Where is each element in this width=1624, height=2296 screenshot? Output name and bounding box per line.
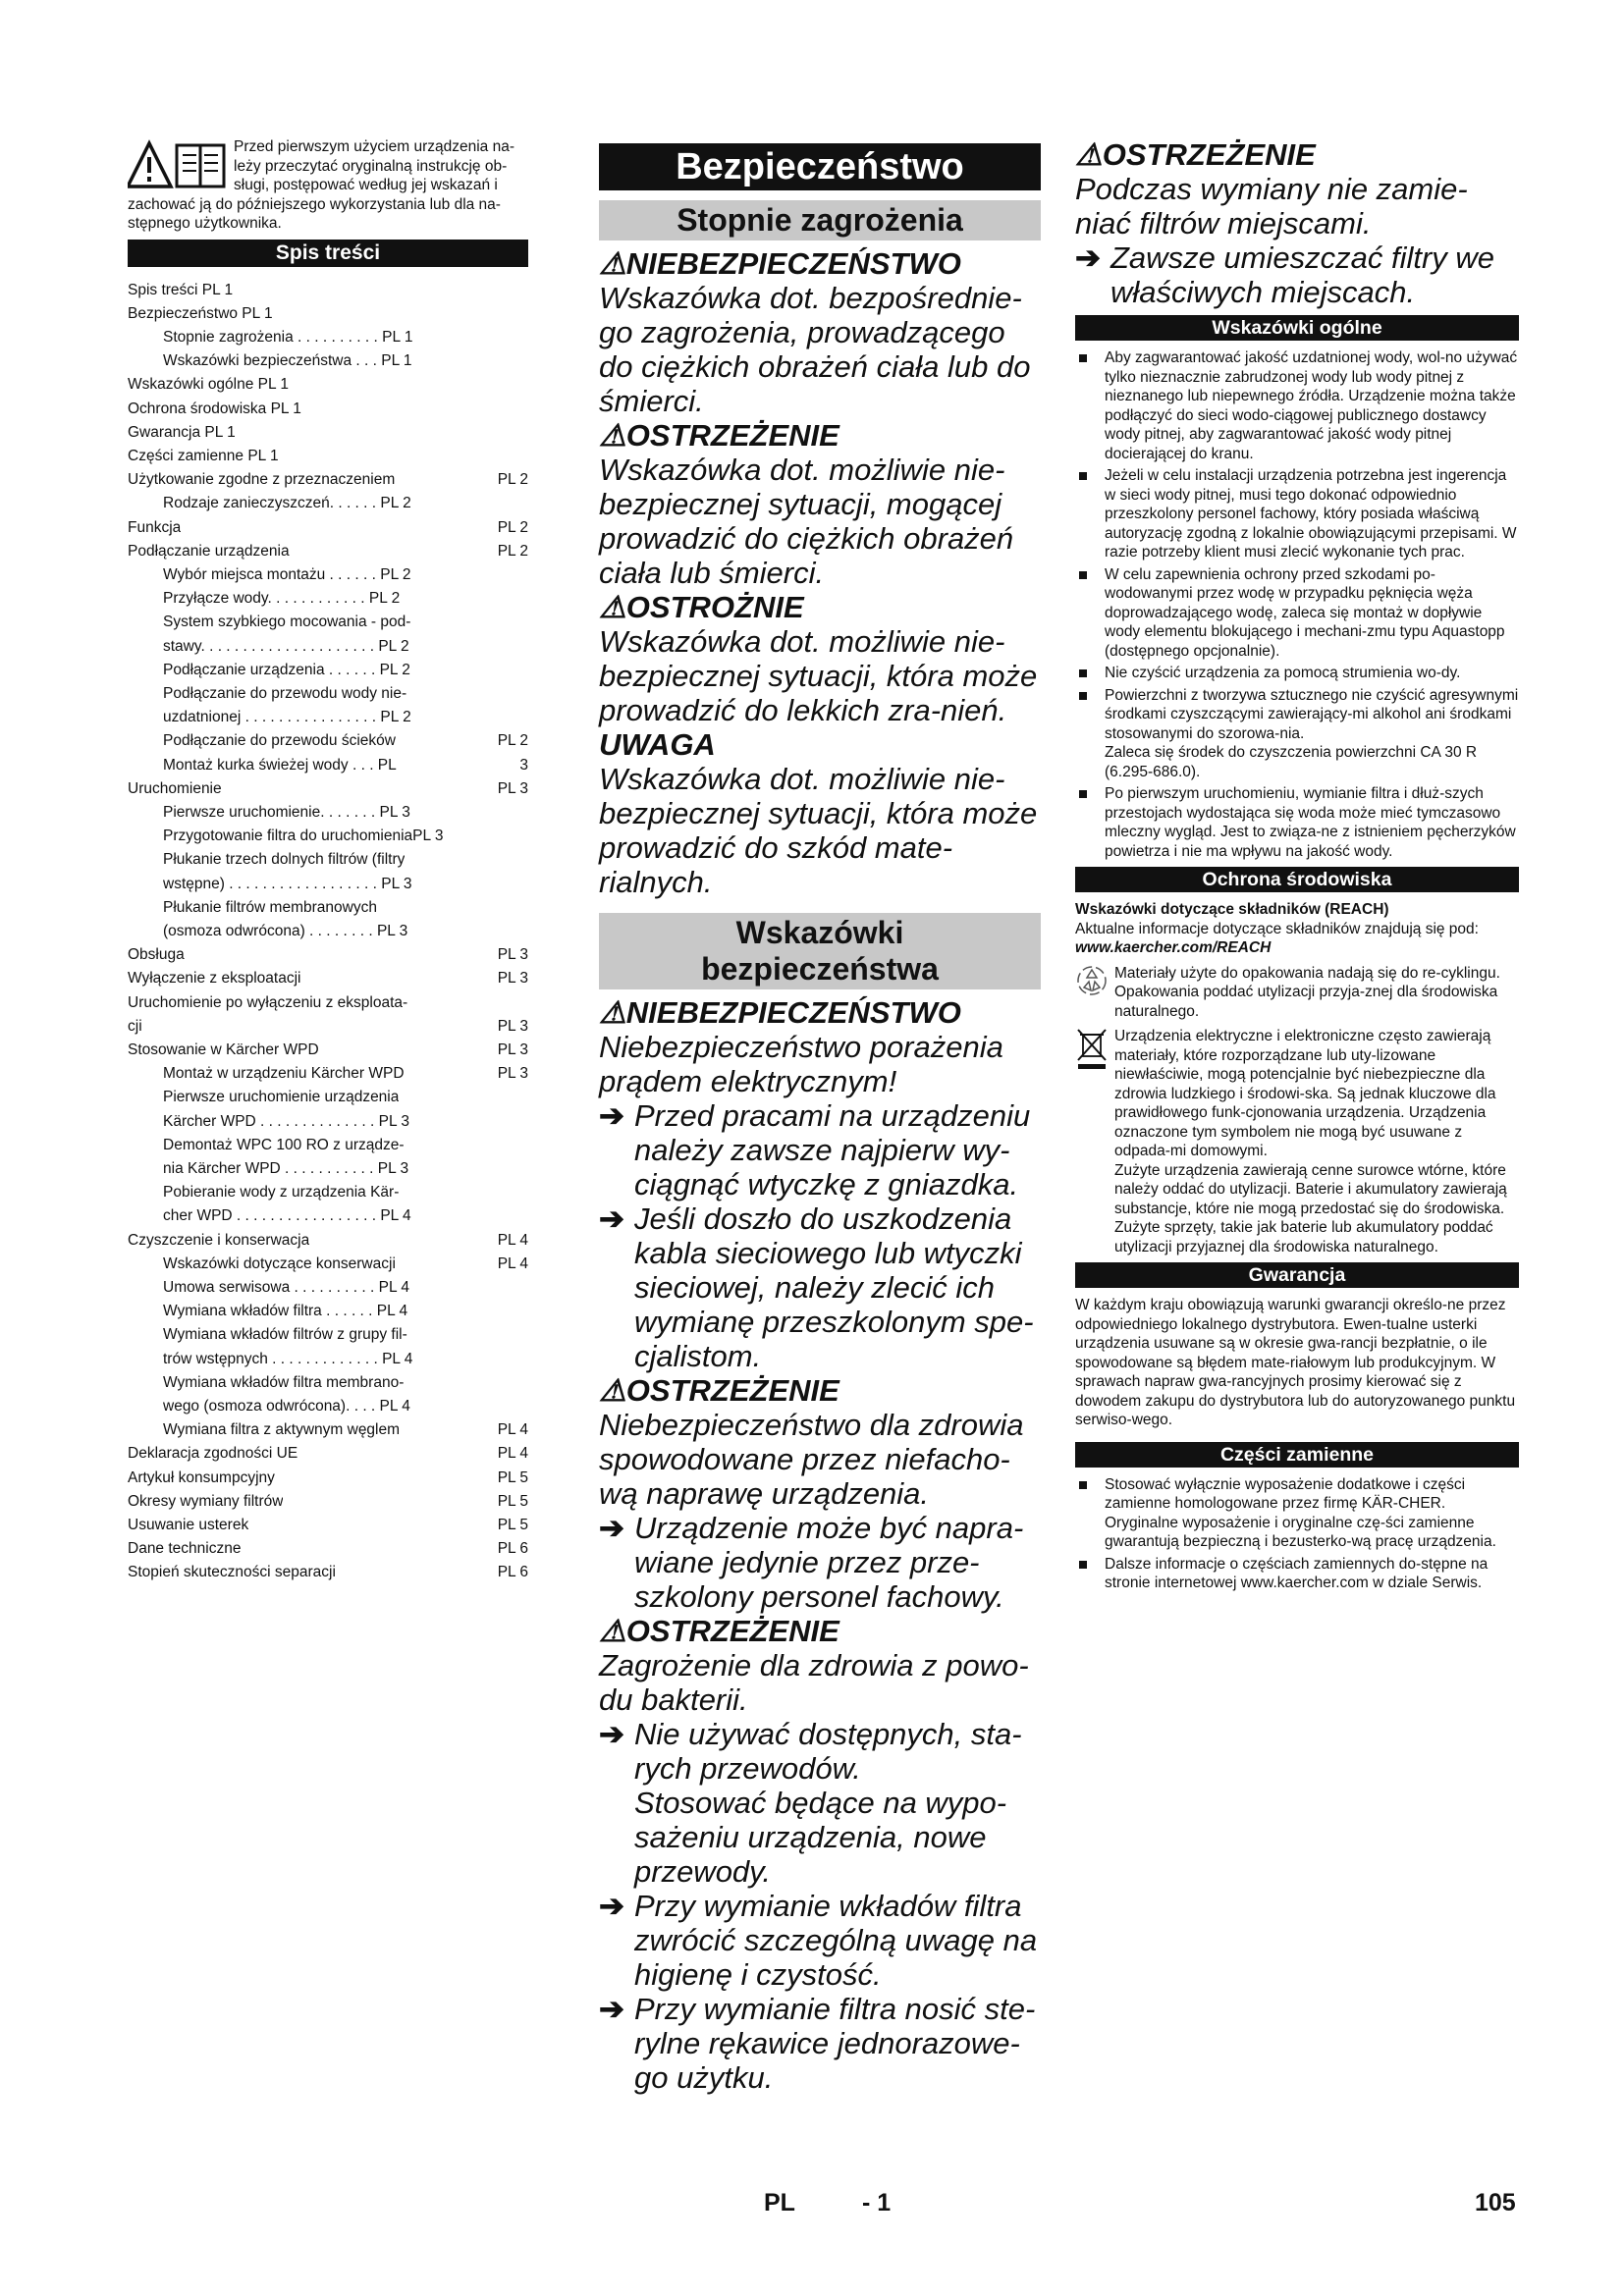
toc-entry-title: Usuwanie usterek: [128, 1517, 249, 1534]
toc-entry[interactable]: [128, 1086, 528, 1109]
notice-heading: UWAGA: [599, 727, 716, 762]
toc-entry[interactable]: [128, 825, 528, 848]
toc-entry-page: [522, 302, 528, 326]
toc-entry-title: Montaż kurka świeżej wody . . . PL: [163, 756, 397, 774]
instruction-item: ➔ Przy wymianie wkładów filtra zwrócić szczególną uwagę na higienę i czystość.: [599, 1889, 1038, 1992]
arrow-icon: ➔: [599, 1511, 624, 1545]
danger-heading: ⚠NIEBEZPIECZEŃSTWO: [599, 246, 961, 281]
toc-entry-title: Uruchomienie po wyłączeniu z eksploata-: [128, 993, 408, 1011]
toc-entry-title: Wymiana filtra z aktywnym węglem: [163, 1421, 401, 1439]
toc-entry[interactable]: [128, 943, 528, 967]
list-item: Po pierwszym uruchomieniu, wymianie filtra i dłuż-szych przestojach wydostająca się woda może mieć tymczasowo mleczny wygląd. Jest to związa-ne z istnieniem pęcherzyków powietrza i nie ma wpływu na jakość wody.: [1075, 784, 1519, 861]
toc-entry-page: [522, 349, 528, 373]
toc-entry-title: Funkcja: [128, 518, 182, 536]
list-item: Jeżeli w celu instalacji urządzenia potrzebna jest ingerencja w sieci wody pitnej, musi tego dokonać odpowiednio przeszkolony personel fachowy, który posiada właściwą autoryzację zgodną z lokalnie obowiązującymi przepisami. W razie potrzeby klient musi zlecić wykonanie tych prac.: [1075, 466, 1519, 562]
toc-entry-page: [522, 1157, 528, 1181]
instruction-item: ➔ Urządzenie może być napra-wiane jedynie przez prze-szkolony personel fachowy.: [599, 1511, 1024, 1614]
warning-triangle-icon: ⚠: [599, 1614, 626, 1648]
toc-entry-page: PL 5: [497, 1468, 528, 1486]
toc-entry-page: PL 4: [497, 1231, 528, 1249]
toc-entry-page: PL 3: [497, 1041, 528, 1058]
warning-triangle-icon: ⚠: [599, 418, 626, 453]
toc-entry[interactable]: [128, 373, 528, 397]
toc-entry-page: [522, 991, 528, 1015]
toc-entry-title: Rodzaje zanieczyszczeń. . . . . . PL 2: [163, 495, 411, 512]
toc-entry-page: [522, 682, 528, 706]
toc-entry-page: PL 2: [497, 518, 528, 536]
toc-entry[interactable]: [128, 1204, 528, 1228]
toc-entry-page: PL 4: [497, 1255, 528, 1272]
toc-entry[interactable]: [128, 492, 528, 515]
toc-entry-title: System szybkiego mocowania - pod-: [163, 614, 411, 631]
toc-entry-page: PL 5: [497, 1492, 528, 1510]
toc-entry[interactable]: [128, 1418, 528, 1442]
toc-entry[interactable]: [128, 611, 528, 634]
toc-entry-page: [522, 801, 528, 825]
bullet-square-icon: [1075, 664, 1105, 683]
crossed-bin-icon: [1075, 1027, 1114, 1256]
toc-entry-page: [522, 706, 528, 729]
toc-entry[interactable]: [128, 1371, 528, 1395]
toc-entry-page: PL 3: [497, 1017, 528, 1035]
spare-parts-list: [1075, 1475, 1519, 1593]
section-title-spare-parts: Części zamienne: [1075, 1442, 1519, 1468]
toc-entry-title: stawy. . . . . . . . . . . . . . . . . . . . . PL 2: [163, 637, 409, 655]
bullet-square-icon: [1075, 686, 1105, 782]
toc-entry-title: Przygotowanie filtra do uruchomieniaPL 3: [163, 828, 444, 845]
toc-entry-page: [522, 1134, 528, 1157]
toc-entry-page: [522, 563, 528, 587]
toc-entry-title: Wymiana wkładów filtra membrano-: [163, 1373, 405, 1391]
toc-entry-title: Montaż w urządzeniu Kärcher WPD: [163, 1065, 405, 1083]
footer-section-number: - 1: [862, 2189, 892, 2216]
toc-entry-title: (osmoza odwrócona) . . . . . . . . PL 3: [163, 922, 408, 939]
toc-entry-title: Deklaracja zgodności UE: [128, 1445, 298, 1463]
column-right: [1075, 137, 1519, 1596]
toc-entry[interactable]: [128, 920, 528, 943]
toc-entry[interactable]: [128, 1134, 528, 1157]
warning-text: Wskazówka dot. możliwie nie-bezpiecznej sytuacji, mogącej prowadzić do ciężkich obrażeń ciała lub śmierci.: [599, 453, 1014, 590]
toc-entry-title: Gwarancja PL 1: [128, 423, 236, 441]
toc-entry-title: Płukanie trzech dolnych filtrów (filtry: [163, 851, 406, 869]
toc-entry[interactable]: [128, 991, 528, 1015]
toc-entry-title: Wymiana wkładów filtrów z grupy fil-: [163, 1326, 407, 1344]
toc-entry[interactable]: [128, 421, 528, 445]
toc-entry-title: Bezpieczeństwo PL 1: [128, 304, 273, 322]
notice-text: Wskazówka dot. możliwie nie-bezpiecznej sytuacji, która może prowadzić do szkód mate-rialnych.: [599, 762, 1038, 899]
toc-entry-page: PL 2: [497, 542, 528, 560]
toc-entry-title: uzdatnionej . . . . . . . . . . . . . . . . PL 2: [163, 709, 411, 726]
toc-entry-title: Artykuł konsumpcyjny: [128, 1468, 275, 1486]
arrow-icon: ➔: [599, 1098, 624, 1133]
warning-triangle-icon: ⚠: [1075, 137, 1103, 172]
arrow-icon: ➔: [599, 1717, 624, 1751]
toc-entry[interactable]: [128, 1537, 528, 1561]
warning-text: Niebezpieczeństwo dla zdrowia spowodowane przez niefacho-wą naprawę urządzenia.: [599, 1408, 1024, 1511]
toc-entry-page: [522, 373, 528, 397]
toc-entry-page: [522, 635, 528, 659]
toc-entry[interactable]: [128, 516, 528, 540]
toc-entry-title: Wymiana wkładów filtra . . . . . . PL 4: [163, 1303, 408, 1320]
toc-entry-page: [522, 873, 528, 896]
toc-entry-page: [522, 492, 528, 515]
toc-entry-title: Użytkowanie zgodne z przeznaczeniem: [128, 471, 396, 489]
toc-entry[interactable]: [128, 302, 528, 326]
toc-entry-page: PL 4: [497, 1421, 528, 1439]
weee-note: Urządzenia elektryczne i elektroniczne często zawierają materiały, które rozporządzane lub uty-lizowane niewłaściwie, mogą potencjalnie być niebezpieczne dla zdrowia ludzkiego i środowi-ska. Są jednak kluczowe dla prawidłowego funk-cjonowania urządzenia. Urządzenia oznaczone tym symbolem nie mogą być usuwane z odpada-mi domowymi. Zużyte urządzenia zawierają cenne surowce wtórne, które należy oddać do utylizacji. Baterie i akumulatory zawierają substancje, które nie mogą przedostać się do środowiska. Zużyte sprzęty, takie jak baterie lub akumulatory poddać utylizacji przyjaznej dla środowiska naturalnego.: [1075, 1027, 1519, 1256]
table-of-contents: [128, 279, 528, 1585]
toc-entry-page: PL 3: [497, 946, 528, 964]
toc-entry-title: Wskazówki bezpieczeństwa . . . PL 1: [163, 352, 412, 370]
toc-entry[interactable]: [128, 706, 528, 729]
toc-entry-page: PL 2: [497, 732, 528, 750]
toc-entry-title: Płukanie filtrów membranowych: [163, 898, 377, 916]
reach-heading: Wskazówki dotyczące składników (REACH): [1075, 901, 1389, 918]
list-item: Powierzchni z tworzywa sztucznego nie czyścić agresywnymi środkami czyszczącymi zawierający-mi alkohol ani środkami stosowanymi do szorowa-nia. Zaleca się środek do czyszczenia powierzchni CA 30 R (6.295-686.0).: [1075, 686, 1519, 782]
warning-heading: ⚠OSTRZEŻENIE: [599, 1373, 839, 1408]
toc-entry[interactable]: [128, 1015, 528, 1039]
toc-entry-page: PL 6: [497, 1564, 528, 1581]
toc-entry-title: Podłączanie do przewodu ścieków: [163, 732, 396, 750]
toc-entry[interactable]: [128, 349, 528, 373]
footer-language: PL: [764, 2189, 795, 2216]
toc-entry[interactable]: [128, 587, 528, 611]
toc-entry-page: [522, 1204, 528, 1228]
reach-link[interactable]: www.kaercher.com/REACH: [1075, 939, 1272, 956]
toc-entry-title: Podłączanie urządzenia: [128, 542, 290, 560]
toc-entry-title: Obsługa: [128, 946, 185, 964]
toc-entry-page: [522, 1181, 528, 1204]
toc-entry[interactable]: [128, 754, 528, 777]
section-title-environment: Ochrona środowiska: [1075, 867, 1519, 892]
toc-entry[interactable]: [128, 1514, 528, 1537]
toc-entry-page: [522, 1395, 528, 1418]
list-item: W celu zapewnienia ochrony przed szkodami po-wodowanymi przez wodę w przypadku pęknięcia węża doprowadzającego wodę, zaleca się montaż w dopływie wody elementu blokującego i mechani-zmu typu Aquastopp (dostępnego opcjonalnie).: [1075, 565, 1519, 662]
toc-entry-title: Stopień skuteczności separacji: [128, 1564, 336, 1581]
toc-entry[interactable]: [128, 967, 528, 990]
toc-entry[interactable]: [128, 445, 528, 468]
section-title-warranty: Gwarancja: [1075, 1262, 1519, 1288]
toc-entry[interactable]: [128, 563, 528, 587]
warning-triangle-icon: ⚠: [599, 995, 626, 1030]
toc-entry-page: [522, 1371, 528, 1395]
toc-entry[interactable]: [128, 1039, 528, 1062]
toc-entry-page: PL 4: [497, 1445, 528, 1463]
toc-entry-title: trów wstępnych . . . . . . . . . . . . . PL 4: [163, 1350, 413, 1367]
toc-entry[interactable]: [128, 326, 528, 349]
warning-heading: ⚠OSTRZEŻENIE: [1075, 137, 1316, 172]
warning-triangle-icon: ⚠: [599, 1373, 626, 1408]
instruction-item: ➔ Jeśli doszło do uszkodzenia kabla sieciowego lub wtyczki sieciowej, należy zlecić ich wymianę przeszkolonym spe-cjalistom.: [599, 1201, 1034, 1373]
toc-entry-title: Okresy wymiany filtrów: [128, 1492, 284, 1510]
toc-entry[interactable]: [128, 1181, 528, 1204]
toc-entry[interactable]: [128, 635, 528, 659]
caution-text: Wskazówka dot. możliwie nie-bezpiecznej sytuacji, która może prowadzić do lekkich zra-nień.: [599, 624, 1038, 727]
recycle-icon: [1075, 964, 1114, 1022]
list-item: Stosować wyłącznie wyposażenie dodatkowe i części zamienne homologowane przez firmę KÄR-CHER. Oryginalne wyposażenie i oryginalne czę-ści zamienne gwarantują bezpieczną i bezusterko-wą pracę urządzenia.: [1075, 1475, 1519, 1552]
general-notes-list: [1075, 348, 1519, 861]
toc-entry-page: [522, 398, 528, 421]
toc-entry-title: Podłączanie urządzenia . . . . . . PL 2: [163, 661, 410, 678]
section-title-general: Wskazówki ogólne: [1075, 315, 1519, 341]
toc-entry-title: nia Kärcher WPD . . . . . . . . . . . PL 3: [163, 1160, 409, 1178]
toc-entry-title: Stopnie zagrożenia . . . . . . . . . . PL 1: [163, 328, 413, 346]
arrow-icon: ➔: [1075, 240, 1101, 275]
toc-entry[interactable]: [128, 279, 528, 302]
toc-entry-page: [522, 1323, 528, 1347]
list-item: Nie czyścić urządzenia za pomocą strumienia wo-dy.: [1075, 664, 1519, 683]
toc-entry[interactable]: [128, 1442, 528, 1466]
warning-heading: ⚠OSTRZEŻENIE: [599, 1614, 839, 1648]
warning-triangle-icon: ⚠: [599, 246, 626, 281]
toc-entry-title: Wybór miejsca montażu . . . . . . PL 2: [163, 565, 411, 583]
toc-entry-title: Podłączanie do przewodu wody nie-: [163, 684, 407, 702]
bullet-square-icon: [1075, 1555, 1105, 1593]
toc-entry-title: cher WPD . . . . . . . . . . . . . . . . . PL 4: [163, 1207, 411, 1225]
toc-entry-title: Uruchomienie: [128, 779, 222, 797]
intro-icons: [128, 137, 228, 194]
toc-entry-page: [522, 1348, 528, 1371]
toc-entry-page: [522, 326, 528, 349]
bullet-square-icon: [1075, 348, 1105, 463]
toc-entry[interactable]: [128, 468, 528, 492]
intro-line: stępnego użytkownika.: [128, 215, 282, 232]
column-left: [128, 137, 528, 1585]
toc-entry[interactable]: [128, 1110, 528, 1134]
bullet-square-icon: [1075, 466, 1105, 562]
toc-entry[interactable]: [128, 896, 528, 920]
toc-entry-page: PL 3: [497, 1065, 528, 1083]
toc-entry-title: Wyłączenie z eksploatacji: [128, 970, 301, 988]
danger-text: Wskazówka dot. bezpośrednie-go zagrożenia, prowadzącego do ciężkich obrażeń ciała lub do śmierci.: [599, 281, 1031, 418]
toc-entry-page: [522, 1086, 528, 1109]
toc-entry[interactable]: [128, 873, 528, 896]
toc-entry[interactable]: [128, 801, 528, 825]
toc-entry-page: PL 3: [497, 970, 528, 988]
toc-entry-title: Wskazówki ogólne PL 1: [128, 376, 289, 394]
danger-heading: ⚠NIEBEZPIECZEŃSTWO: [599, 995, 961, 1030]
toc-entry[interactable]: [128, 1348, 528, 1371]
reach-text: Aktualne informacje dotyczące składników znajdują się pod:: [1075, 920, 1479, 937]
arrow-icon: ➔: [599, 1201, 624, 1236]
toc-entry-page: [522, 1300, 528, 1323]
warning-text: Zagrożenie dla zdrowia z powo-du bakterii.: [599, 1648, 1029, 1717]
instruction-item: ➔ Przed pracami na urządzeniu należy zawsze najpierw wy-ciągnąć wtyczkę z gniazdka.: [599, 1098, 1031, 1201]
toc-entry-page: [522, 848, 528, 872]
toc-entry-page: PL 3: [497, 779, 528, 797]
intro-line: leży przeczytać oryginalną instrukcję ob-: [234, 157, 508, 175]
toc-entry[interactable]: [128, 777, 528, 801]
intro-line: zachować ją do późniejszego wykorzystania lub dla na-: [128, 195, 501, 213]
warning-triangle-icon: ⚠: [599, 590, 626, 624]
toc-entry-title: Czyszczenie i konserwacja: [128, 1231, 310, 1249]
toc-entry[interactable]: [128, 1062, 528, 1086]
toc-entry-title: Ochrona środowiska PL 1: [128, 400, 301, 417]
instruction-item: ➔ Zawsze umieszczać filtry we właściwych miejscach.: [1075, 240, 1495, 309]
toc-entry-page: [522, 587, 528, 611]
toc-entry[interactable]: [128, 659, 528, 682]
toc-entry-page: [522, 611, 528, 634]
toc-entry-title: Spis treści PL 1: [128, 281, 234, 298]
list-item: Aby zagwarantować jakość uzdatnionej wody, wol-no używać tylko nieznacznie zabrudzonej wody lub wody pitnej z nieznanego lub niepewnego źródła. Urządzenie można także podłączyć do sieci wodo-ciągowej publicznego dostawcy wody pitnej, aby zagwarantować jakość wody pitnej docierającej do kranu.: [1075, 348, 1519, 463]
toc-entry[interactable]: [128, 682, 528, 706]
intro-line: Przed pierwszym użyciem urządzenia na-: [234, 138, 514, 155]
subsection-safety-instructions: Wskazówki bezpieczeństwa: [599, 913, 1041, 989]
toc-entry[interactable]: [128, 398, 528, 421]
toc-entry-title: Kärcher WPD . . . . . . . . . . . . . . PL 3: [163, 1112, 409, 1130]
toc-entry[interactable]: [128, 1467, 528, 1490]
arrow-icon: ➔: [599, 1889, 624, 1923]
toc-entry-title: Pierwsze uruchomienie. . . . . . . PL 3: [163, 803, 410, 821]
subsection-hazard-levels: Stopnie zagrożenia: [599, 200, 1041, 240]
toc-entry[interactable]: [128, 1490, 528, 1514]
instruction-item: ➔ Przy wymianie filtra nosić ste-rylne rękawice jednorazowe-go użytku.: [599, 1992, 1036, 2095]
danger-text: Niebezpieczeństwo porażenia prądem elektrycznym!: [599, 1030, 1003, 1098]
toc-entry-title: Pobieranie wody z urządzenia Kär-: [163, 1184, 400, 1201]
toc-entry-page: [522, 1110, 528, 1134]
toc-entry[interactable]: [128, 1395, 528, 1418]
intro-line: sługi, postępować według jej wskazań i: [234, 177, 498, 193]
toc-entry[interactable]: [128, 848, 528, 872]
toc-entry-page: PL 2: [497, 471, 528, 489]
footer-page-number: 105: [1475, 2189, 1516, 2216]
toc-entry[interactable]: [128, 1157, 528, 1181]
toc-entry[interactable]: [128, 540, 528, 563]
recycling-note: Materiały użyte do opakowania nadają się do re-cyklingu. Opakowania poddać utylizacji przyja-znej dla środowiska naturalnego.: [1075, 964, 1519, 1022]
toc-entry-page: [522, 1276, 528, 1300]
section-title-safety: Bezpieczeństwo: [599, 143, 1041, 190]
toc-entry-page: [522, 659, 528, 682]
toc-entry[interactable]: [128, 1276, 528, 1300]
toc-title: Spis treści: [128, 240, 528, 267]
toc-entry-page: [522, 825, 528, 848]
toc-entry-page: 3: [519, 756, 528, 774]
toc-entry[interactable]: [128, 1323, 528, 1347]
caution-heading: ⚠OSTROŻNIE: [599, 590, 804, 624]
toc-entry-title: cji: [128, 1017, 142, 1035]
column-middle: [599, 137, 1041, 2095]
toc-entry-title: Demontaż WPC 100 RO z urządze-: [163, 1136, 405, 1153]
toc-entry[interactable]: [128, 729, 528, 753]
toc-entry[interactable]: [128, 1561, 528, 1584]
toc-entry-title: wego (osmoza odwrócona). . . . PL 4: [163, 1398, 410, 1415]
toc-entry-title: Dane techniczne: [128, 1540, 242, 1558]
toc-entry-page: PL 5: [497, 1517, 528, 1534]
toc-entry-page: [522, 445, 528, 468]
bullet-square-icon: [1075, 1475, 1105, 1552]
warning-heading: ⚠OSTRZEŻENIE: [599, 418, 839, 453]
toc-entry-title: Stosowanie w Kärcher WPD: [128, 1041, 319, 1058]
toc-entry-title: Umowa serwisowa . . . . . . . . . . PL 4: [163, 1279, 409, 1297]
toc-entry[interactable]: [128, 1253, 528, 1276]
bullet-square-icon: [1075, 784, 1105, 861]
toc-entry-title: wstępne) . . . . . . . . . . . . . . . . . . PL 3: [163, 875, 412, 892]
toc-entry-title: Pierwsze uruchomienie urządzenia: [163, 1089, 400, 1106]
toc-entry-page: [522, 920, 528, 943]
instruction-item: ➔ Nie używać dostępnych, sta-rych przewodów. Stosować będące na wypo-sażeniu urządzenia, nowe przewody.: [599, 1717, 1022, 1889]
toc-entry-page: PL 6: [497, 1540, 528, 1558]
toc-entry-page: [522, 896, 528, 920]
list-item: Dalsze informacje o częściach zamiennych do-stępne na stronie internetowej www.kaercher.com w dziale Serwis.: [1075, 1555, 1519, 1593]
intro-note: [128, 137, 528, 234]
toc-entry-page: [522, 421, 528, 445]
warranty-text: W każdym kraju obowiązują warunki gwarancji określo-ne przez odpowiedniego lokalnego dystrybutora. Ewen-tualne usterki urządzenia usuwane są w okresie gwa-rancji bezpłatnie, o ile spowodowane są błędem mate-riałowym lub produkcyjnym. W sprawach napraw gwa-rancyjnych prosimy kierować się z dowodem zakupu do dystrybutora lub do autoryzowanego punktu serwiso-wego.: [1075, 1297, 1516, 1428]
warning-text: Podczas wymiany nie zamie-niać filtrów miejscami.: [1075, 172, 1468, 240]
toc-entry-title: Wskazówki dotyczące konserwacji: [163, 1255, 396, 1272]
toc-entry[interactable]: [128, 1229, 528, 1253]
bullet-square-icon: [1075, 565, 1105, 662]
toc-entry-title: Części zamienne PL 1: [128, 447, 279, 464]
arrow-icon: ➔: [599, 1992, 624, 2026]
toc-entry-page: [522, 279, 528, 302]
toc-entry-title: Przyłącze wody. . . . . . . . . . . . PL 2: [163, 590, 401, 608]
warning-manual-icon: [128, 137, 228, 194]
toc-entry[interactable]: [128, 1300, 528, 1323]
